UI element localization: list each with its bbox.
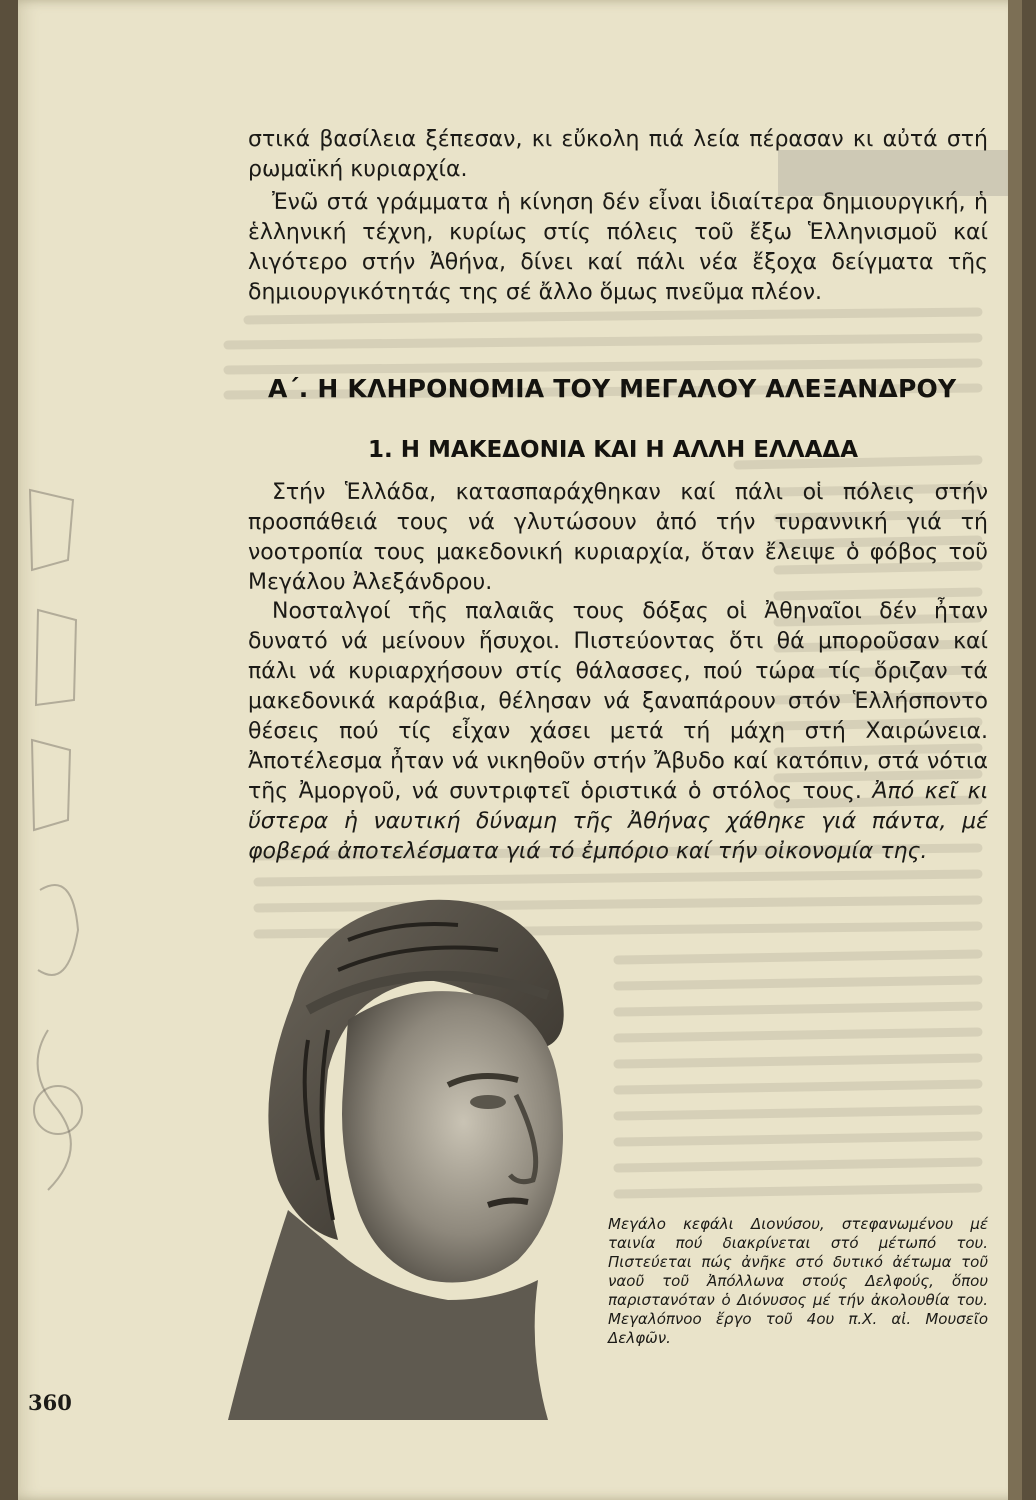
book-spine-edge [1008,0,1022,1500]
section-heading: Α΄. Η ΚΛΗΡΟΝΟΜΙΑ ΤΟΥ ΜΕΓΑΛΟΥ ΑΛΕΞΑΝΔΡΟΥ [268,374,957,403]
figure-caption: Μεγάλο κεφάλι Διονύσου, στεφανωμένου μέ ταινία πού διακρίνεται στό μέτωπό του. Πιστεύεται πώς ἀνῆκε στό δυτικό ἀέτωμα τοῦ ναοῦ τοῦ Ἀπόλλωνα στούς Δελφούς, ὅπου παριστανόταν ὁ Διόνυσος μέ τήν ἀκολουθία του. Μεγαλόπνοο ἔργο τοῦ 4ου π.Χ. αἰ. Μουσεῖο Δελφῶν. [608,1215,988,1347]
subsection-heading: 1. Η ΜΑΚΕΔΟΝΙΑ ΚΑΙ Η ΑΛΛΗ ΕΛΛΑΔΑ [368,437,859,463]
book-page [18,0,1022,1500]
pencil-marks [18,470,88,1290]
dionysus-head-photo [198,880,598,1420]
paragraph-athenians-italic: Ἀπό κεῖ κι ὕστερα ἡ ναυτική δύναμη τῆς Ἀθήνας χάθηκε γιά πάντα, μέ φοβερά ἀποτελέσματα γιά τό ἐμπόριο καί τήν οἰκονομία της. [248,779,989,864]
paragraph-greece: Στήν Ἑλλάδα, κατασπαράχθηκαν καί πάλι οἱ πόλεις στήν προσπάθειά τους νά γλυτώσουν ἀπό τήν τυραννική γιά τή νοοτροπία τους μακεδονική κυριαρχία, ὅταν ἔλειψε ὁ φόβος τοῦ Μεγάλου Ἀλεξάνδρου. [248,480,988,595]
paragraph-art: Ἐνῶ στά γράμματα ἡ κίνηση δέν εἶναι ἰδιαίτερα δημιουργική, ἡ ἑλληνική τέχνη, κυρίως στίς πόλεις τοῦ ἔξω Ἑλληνισμοῦ καί λιγότερο στήν Ἀθήνα, δίνει καί πάλι νέα ἔξοχα δείγματα τῆς δημιουργικότητάς της σέ ἄλλο ὅμως πνεῦμα πλέον. [248,190,988,305]
paragraph-continued: στικά βασίλεια ξέπεσαν, κι εὔκολη πιά λεία πέρασαν κι αὐτά στή ρωμαϊκή κυριαρχία. [248,127,988,182]
paragraph-athenians-regular: Νοσταλγοί τῆς παλαιᾶς τους δόξας οἱ Ἀθηναῖοι δέν ἦταν δυνατό νά μείνουν ἥσυχοι. Πιστεύοντας ὅτι θά μποροῦσαν καί πάλι νά κυριαρχήσουν στίς θάλασσες, πού τώρα τίς ὅριζαν τά μακεδονικά καράβια, θέλησαν νά ξαναπάρουν στόν Ἑλλήσποντο θέσεις πού τίς εἶχαν χάσει μετά τή μάχη στή Χαιρώνεια. Ἀποτέλεσμα ἦταν νά νικηθοῦν στήν Ἄβυδο καί κατόπιν, στά νότια τῆς Ἀμοργοῦ, νά συντριφτεῖ ὁριστικά ὁ στόλος τους. [248,599,988,804]
page-number: 360 [28,1390,72,1415]
paragraph-athenians [248,597,988,867]
